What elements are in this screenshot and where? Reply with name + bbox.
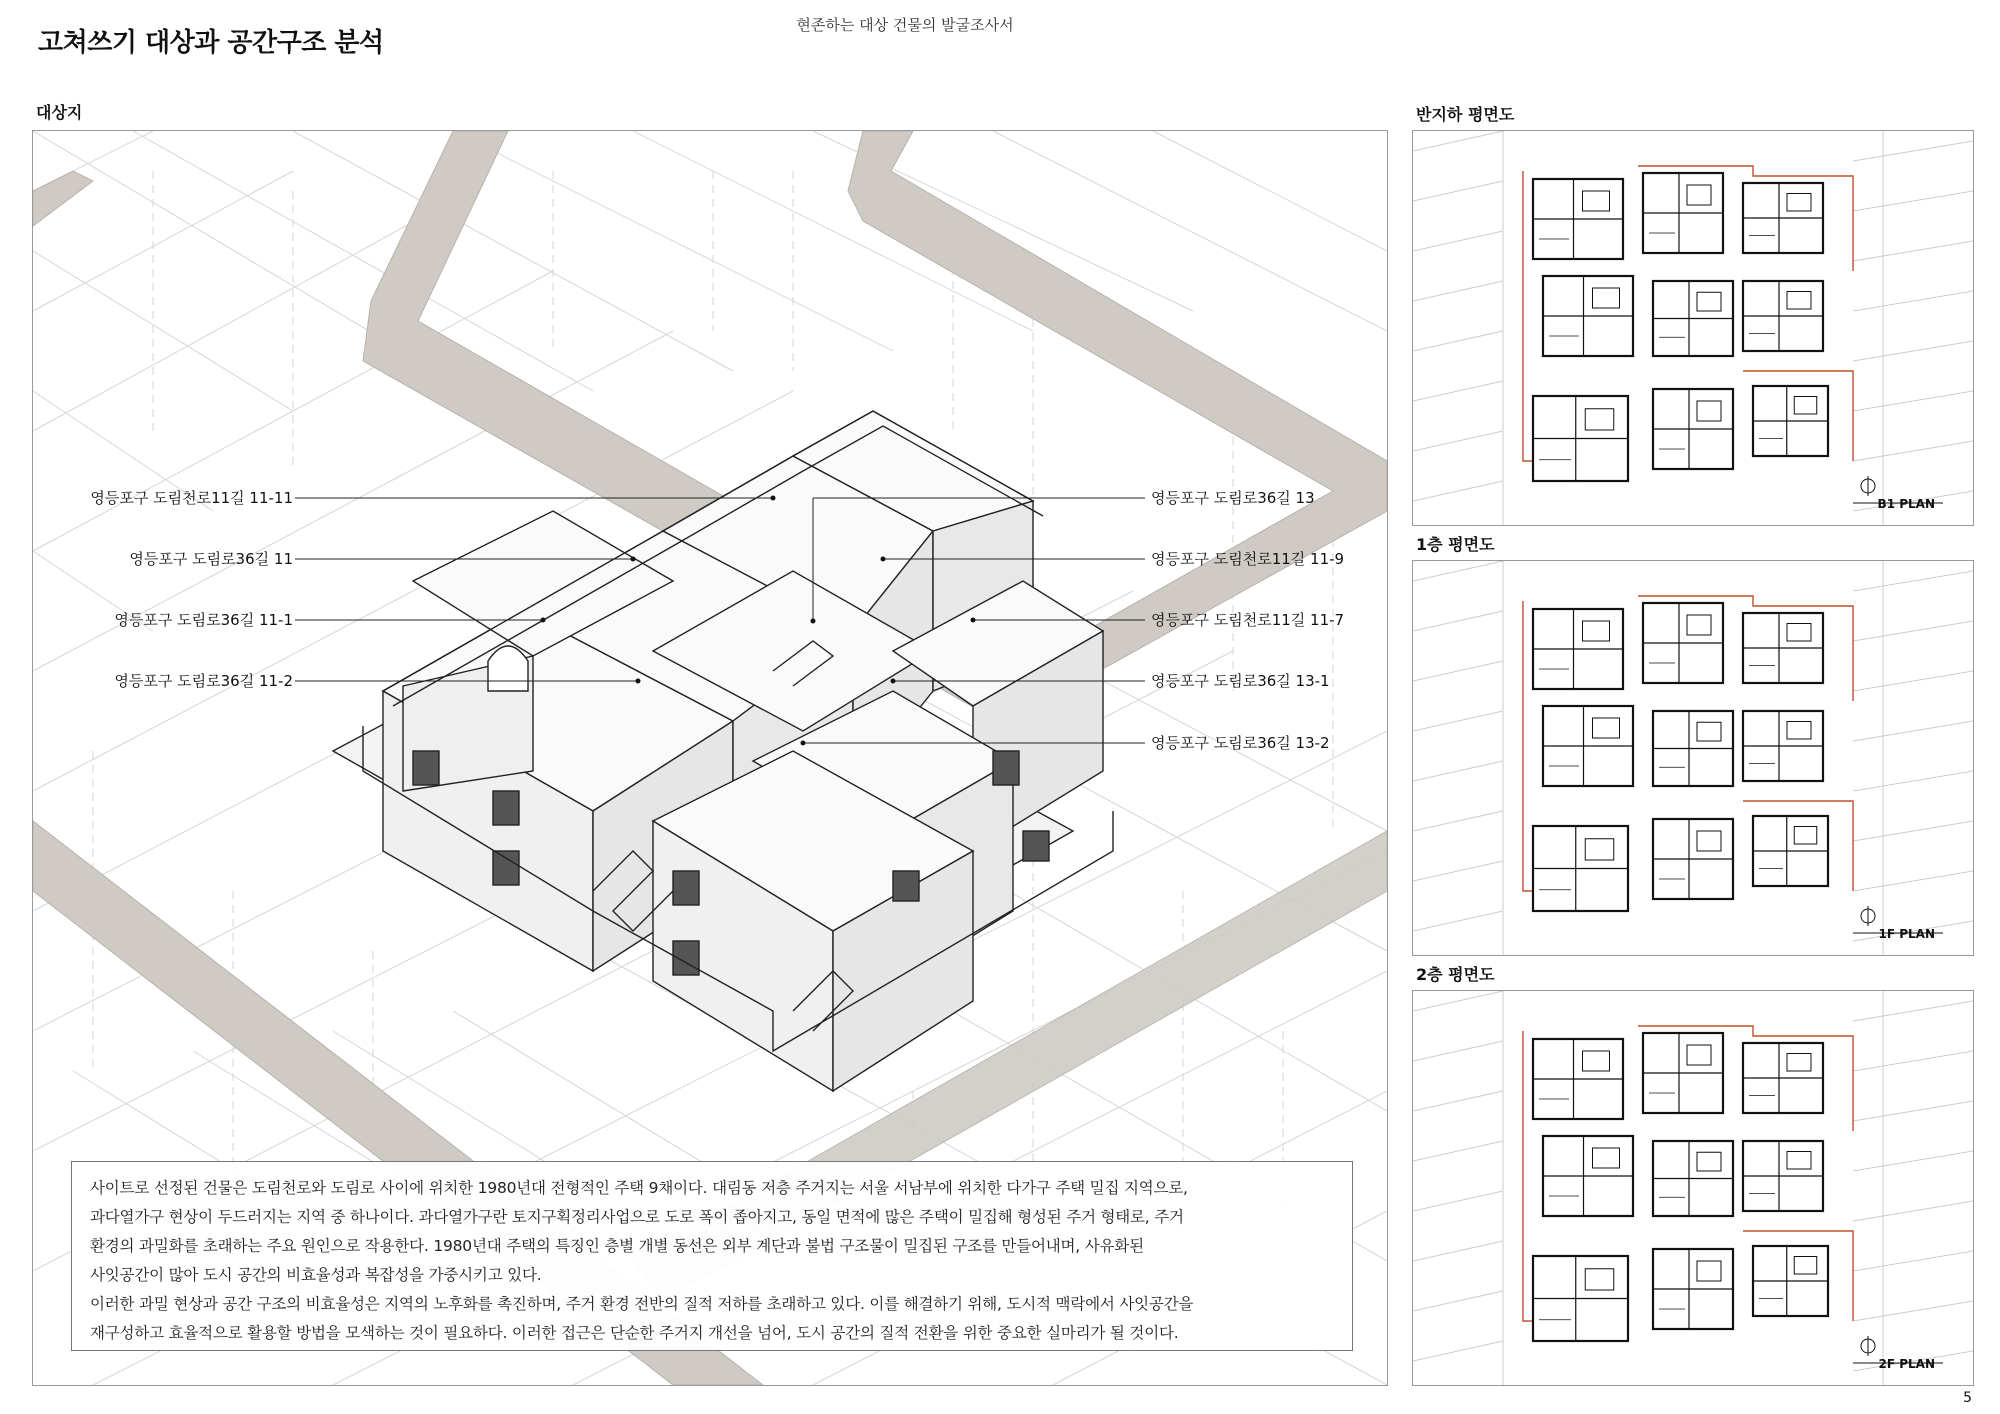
floor-plan-drawing <box>1413 561 1973 955</box>
plan-section-label-2f: 2층 평면도 <box>1416 965 1495 984</box>
site-section-label: 대상지 <box>36 103 83 122</box>
site-axonometric-frame <box>32 130 1388 1386</box>
plan-tag-b1: B1 PLAN <box>1877 497 1935 511</box>
address-label: 영등포구 도림천로11길 11-9 <box>1151 550 1345 568</box>
description-line: 이러한 과밀 현상과 공간 구조의 비효율성은 지역의 노후화를 촉진하며, 주거 환경 전반의 질적 저하를 초래하고 있다. 이를 해결하기 위해, 도시적 맥락에서 사잇공간을 <box>90 1295 1194 1313</box>
site-description-box <box>71 1161 1353 1351</box>
plan-tag-2f: 2F PLAN <box>1878 1357 1935 1371</box>
description-line: 사잇공간이 많아 도시 공간의 비효율성과 복잡성을 가중시키고 있다. <box>90 1266 542 1284</box>
page-subtitle: 현존하는 대상 건물의 발굴조사서 <box>796 16 1014 34</box>
address-label: 영등포구 도림천로11길 11-7 <box>1151 611 1345 629</box>
plan-section-label-b1: 반지하 평면도 <box>1416 105 1515 124</box>
plan-section-label-1f: 1층 평면도 <box>1416 535 1495 554</box>
address-label: 영등포구 도림로36길 13 <box>1151 489 1315 507</box>
plan-frame-1f <box>1412 560 1974 956</box>
floor-plan-drawing <box>1413 131 1973 525</box>
description-line: 사이트로 선정된 건물은 도림천로와 도림로 사이에 위치한 1980년대 전형적인 주택 9채이다. 대림동 저층 주거지는 서울 서남부에 위치한 다가구 주택 밀집 지역으로, <box>90 1179 1188 1197</box>
floor-plan-drawing <box>1413 991 1973 1385</box>
plan-tag-1f: 1F PLAN <box>1878 927 1935 941</box>
address-label: 영등포구 도림로36길 11 <box>129 550 293 568</box>
page-title: 고쳐쓰기 대상과 공간구조 분석 <box>38 28 384 58</box>
address-label: 영등포구 도림천로11길 11-11 <box>90 489 293 507</box>
description-line: 환경의 과밀화를 초래하는 주요 원인으로 작용한다. 1980년대 주택의 특징인 층별 개별 동선은 외부 계단과 불법 구조물이 밀집된 구조를 만들어내며, 사유화된 <box>90 1237 1144 1255</box>
page-number: 5 <box>1963 1390 1972 1406</box>
plan-frame-2f <box>1412 990 1974 1386</box>
plan-frame-b1 <box>1412 130 1974 526</box>
address-label: 영등포구 도림로36길 11-1 <box>114 611 293 629</box>
description-line: 과다열가구 현상이 두드러지는 지역 중 하나이다. 과다열가구란 토지구획정리사업으로 도로 폭이 좁아지고, 동일 면적에 많은 주택이 밀집해 형성된 주거 형태로, 주거 <box>90 1208 1184 1226</box>
description-line: 재구성하고 효율적으로 활용할 방법을 모색하는 것이 필요하다. 이러한 접근은 단순한 주거지 개선을 넘어, 도시 공간의 질적 전환을 위한 중요한 실마리가 될 것이다. <box>90 1324 1179 1342</box>
address-label: 영등포구 도림로36길 11-2 <box>114 672 293 690</box>
address-label: 영등포구 도림로36길 13-1 <box>1151 672 1330 690</box>
address-label: 영등포구 도림로36길 13-2 <box>1151 734 1330 752</box>
